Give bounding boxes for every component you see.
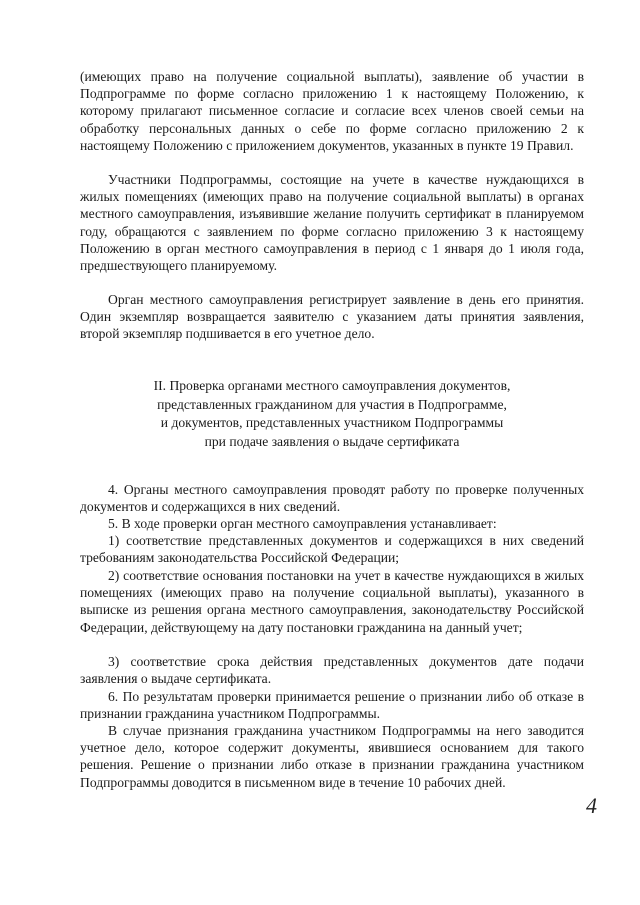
paragraph-item-6: 6. По результатам проверки принимается решение о признании либо об отказе в признании гражданина участником Подпрограммы.	[80, 689, 584, 722]
paragraph-item-4: 4. Органы местного самоуправления проводят работу по проверке полученных документов и содержащихся в них сведений.	[80, 482, 584, 515]
section-heading-line: и документов, представленных участником Подпрограммы	[160, 415, 504, 430]
page-number: 4	[586, 793, 597, 818]
section-heading-line: при подаче заявления о выдаче сертификата	[204, 433, 460, 449]
section-heading	[80, 377, 584, 451]
paragraph-item-6-decision: В случае признания гражданина участником Подпрограммы на него заводится учетное дело, которое содержит документы, явившиеся основанием для такого решения. Решение о признании либо отказе в признании гражданина участником Подпрограммы доводится в письменном виде в течение 10 рабочих дней.	[80, 723, 584, 790]
paragraph-item-5-1: 1) соответствие представленных документов и содержащихся в них сведений требованиям законодательства Российской Федерации;	[80, 533, 584, 566]
section-heading-line: представленных гражданином для участия в Подпрограмме,	[157, 396, 507, 412]
paragraph-application-submission: (имеющих право на получение социальной выплаты), заявление об участии в Подпрограмме по форме согласно приложению 1 к настоящему Положению, к которому прилагают письменное согласие и согласие всех членов своей семьи на обработку персональных данных о себе по форме согласно приложению 2 к настоящему Положению с приложением документов, указанных в пункте 19 Правил.	[80, 69, 584, 153]
paragraph-item-5-3: 3) соответствие срока действия представленных документов дате подачи заявления о выдаче сертификата.	[80, 654, 584, 687]
paragraph-item-5-2: 2) соответствие основания постановки на учет в качестве нуждающихся в жилых помещениях (имеющих право на получение социальной выплаты), указанного в выписке из решения органа местного самоуправления, законодательству Российской Федерации, действующему на дату постановки гражданина на данный учет;	[80, 568, 584, 635]
paragraph-item-5: 5. В ходе проверки орган местного самоуправления устанавливает:	[108, 516, 497, 531]
paragraph-participants-registered: Участники Подпрограммы, состоящие на учете в качестве нуждающихся в жилых помещениях (имеющих право на получение социальной выплаты) в органах местного самоуправления, изъявившие желание получить сертификат в планируемом году, обращаются с заявлением по форме согласно приложению 3 к настоящему Положению в орган местного самоуправления в период с 1 января до 1 июля года, предшествующего планируемому.	[80, 172, 584, 274]
paragraph-registration-of-application: Орган местного самоуправления регистрирует заявление в день его принятия. Один экземпляр возвращается заявителю с указанием даты принятия заявления, второй экземпляр подшивается в его учетное дело.	[80, 292, 584, 342]
section-heading-line: II. Проверка органами местного самоуправления документов,	[153, 378, 511, 393]
